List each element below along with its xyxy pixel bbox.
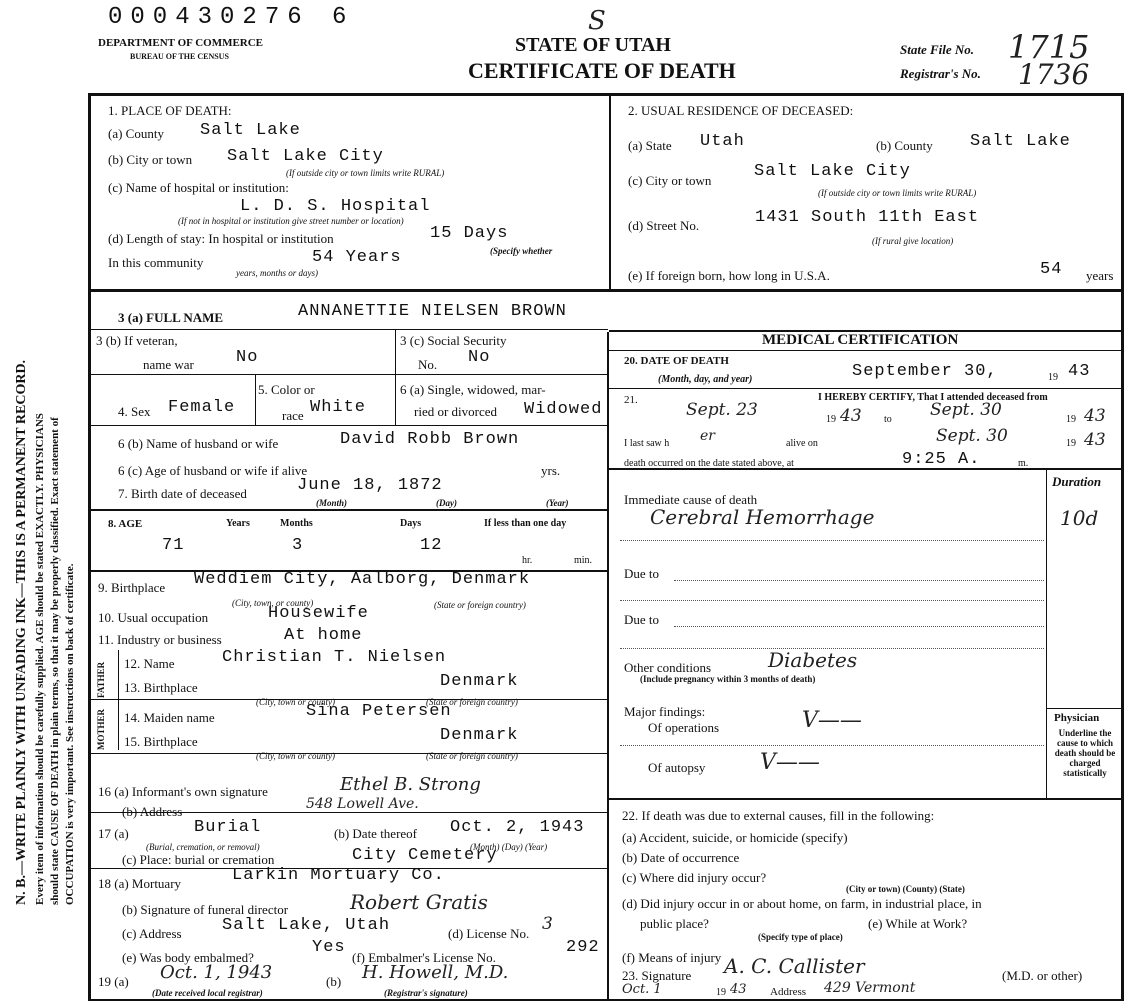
city-label: (b) City or town [108,152,193,167]
medical-heading: MEDICAL CERTIFICATION [762,332,959,348]
work-label: (e) While at Work? [868,916,968,931]
margin-instruction-3: should state CAUSE OF DEATH in plain terms, so that it may be properly classified. Exact statement of [49,417,61,905]
signature-19: 19 [716,987,726,998]
spouse-label: 6 (b) Name of husband or wife [118,436,279,451]
physician-heading: Physician [1054,712,1100,724]
received-date: Oct. 1, 1943 [160,962,273,983]
day-note: (Day) [436,498,457,508]
ss-value: No [468,348,491,367]
street-note: (If rural give location) [872,236,954,246]
mother-side-label: MOTHER [96,708,106,750]
age-years: 71 [162,536,185,555]
embalmed: Yes [312,938,346,957]
county-label: (a) County [108,126,164,141]
mother-birthplace: Denmark [440,726,519,745]
means-label: (f) Means of injury [622,950,722,965]
mortuary: Larkin Mortuary Co. [232,866,445,885]
age-label: 8. AGE [108,518,143,530]
city-note: (If outside city or town limits write RURAL) [286,168,445,178]
death-occurred-label: death occurred on the date stated above, at [624,458,794,469]
registrar-number: 1736 [1018,58,1090,91]
father-city-note: (City, town or county) [256,697,335,707]
residence-city-label: (c) City or town [628,173,712,188]
foreign-years: 54 [1040,260,1063,279]
war-value: No [236,348,259,367]
age-months: 3 [292,536,304,555]
death-year: 43 [1068,362,1091,381]
father-state-note: (State or foreign country) [426,697,518,707]
autopsy-label: Of autopsy [648,760,706,775]
street-label: (d) Street No. [628,218,700,233]
mother-city-note: (City, town or county) [256,751,335,761]
age-days: 12 [420,536,443,555]
margin-instruction-1: N. B.—WRITE PLAINLY WITH UNFADING INK—THIS IS A PERMANENT RECORD. [14,359,29,905]
birthplace: Weddiem City, Aalborg, Denmark [194,570,531,589]
residence-heading: 2. USUAL RESIDENCE OF DECEASED: [628,103,854,118]
full-name: ANNANETTIE NIELSEN BROWN [298,302,567,321]
informant-label: 16 (a) Informant's own signature [98,784,268,799]
attended-to-19: 19 [1066,414,1076,425]
street-address: 1431 South 11th East [755,208,980,227]
years-note: years, months or days) [236,268,318,278]
spouse-age-label: 6 (c) Age of husband or wife if alive [118,463,308,478]
disposal: Burial [194,818,262,837]
hospital-label: (c) Name of hospital or institution: [108,180,289,195]
signature-year: 43 [730,982,747,997]
death-date-label: 20. DATE OF DEATH [624,355,729,367]
veteran-label: 3 (b) If veteran, [96,333,178,348]
due-to-1: Due to [624,566,660,581]
informant-address-label: (b) Address [122,804,183,819]
attended-from: Sept. 23 [686,400,758,420]
sex-label: 4. Sex [118,404,151,419]
director-signature: Robert Gratis [350,890,488,914]
years-word: years [1086,268,1114,283]
operations-mark: V—— [802,708,862,733]
yrs-label: yrs. [541,463,561,478]
accident-label: (a) Accident, suicide, or homicide (specify) [622,830,848,845]
where-note: (City or town) (County) (State) [846,884,965,894]
age-months-label: Months [280,518,313,529]
foreign-label: (e) If foreign born, how long in U.S.A. [628,268,830,283]
mortuary-label: 18 (a) Mortuary [98,876,182,891]
license-label: (d) License No. [448,926,530,941]
residence-state: Utah [700,132,745,151]
birthplace-label: 9. Birthplace [98,580,166,595]
spouse-name: David Robb Brown [340,430,520,449]
occupation: Housewife [268,604,369,623]
death-date-note: (Month, day, and year) [658,374,753,385]
residence-city-note: (If outside city or town limits write RURAL) [818,188,977,198]
physician-signature: A. C. Callister [724,954,865,978]
last-saw-year: 43 [1084,430,1106,450]
father-name: Christian T. Nielsen [222,648,447,667]
stay-length: 15 Days [430,224,509,243]
attended-to: Sept. 30 [930,400,1002,420]
director-label: (b) Signature of funeral director [122,902,289,917]
disposal-note: (Burial, cremation, or removal) [146,842,260,852]
stay-label: (d) Length of stay: In hospital or institution [108,231,334,246]
month-note: (Month) [316,498,348,508]
signature-label: 23. Signature [622,968,692,983]
min-label: min. [574,555,593,566]
occupation-label: 10. Usual occupation [98,610,209,625]
birth-label: 7. Birth date of deceased [118,486,247,501]
informant-signature: Ethel B. Strong [340,774,481,795]
mortuary-address-label: (c) Address [122,926,182,941]
bp-state-note: (State or foreign country) [434,600,526,610]
signature-date: Oct. 1 [622,982,662,997]
registrar-sig-label: (b) [326,974,342,989]
death-date: September 30, [852,362,998,381]
mortuary-address: Salt Lake, Utah [222,916,391,935]
last-saw-19: 19 [1066,438,1076,449]
attended-to-year: 43 [1084,406,1106,426]
year-note: (Year) [546,498,569,508]
last-saw-label: I last saw h [624,438,670,449]
embalmer-license-label: (f) Embalmer's License No. [352,950,496,965]
attended-from-year: 43 [840,406,862,426]
burial-place: City Cemetery [352,846,498,865]
bureau: BUREAU OF THE CENSUS [130,52,229,61]
immediate-cause-label: Immediate cause of death [624,492,758,507]
embalmed-label: (e) Was body embalmed? [122,950,254,965]
stamp-letter: S [588,6,606,36]
registrar-signature: H. Howell, M.D. [362,962,509,983]
external-label: 22. If death was due to external causes, fill in the following: [622,808,935,823]
residence-county: Salt Lake [970,132,1071,151]
death-city: Salt Lake City [227,147,384,166]
immediate-cause: Cerebral Hemorrhage [650,505,875,529]
last-saw-her: er [700,428,715,444]
age-years-label: Years [226,518,250,529]
mother-name-label: 14. Maiden name [124,710,215,725]
race-value: White [310,398,367,417]
other-conditions: Diabetes [768,648,858,672]
marital-label: 6 (a) Single, widowed, mar- [400,382,546,397]
other-conditions-label: Other conditions [624,660,712,675]
license-number: 3 [542,914,553,934]
mother-bp-label: 15. Birthplace [124,734,198,749]
war-label: name war [143,357,194,372]
occurrence-label: (b) Date of occurrence [622,850,740,865]
place-type-note: (Specify type of place) [758,932,843,942]
to-label: to [884,414,892,425]
public-label: public place? [640,916,709,931]
hospital-note: (If not in hospital or institution give street number or location) [178,216,404,226]
operations-label: Of operations [648,720,720,735]
lessday-label: If less than one day [484,518,567,529]
disposal-date: Oct. 2, 1943 [450,818,585,837]
death-time-m: m. [1018,458,1029,469]
due-to-2: Due to [624,612,660,627]
race-label: race [282,408,304,423]
department: DEPARTMENT OF COMMERCE [98,37,264,49]
ss-no-label: No. [418,357,438,372]
last-saw-date: Sept. 30 [936,426,1008,446]
father-name-label: 12. Name [124,656,175,671]
immediate-duration: 10d [1060,506,1099,530]
certificate-title: CERTIFICATE OF DEATH [468,58,736,83]
hospital-name: L. D. S. Hospital [240,197,431,216]
attended-from-19: 19 [826,414,836,425]
disposal-date-note: (Month) (Day) (Year) [470,842,548,852]
certify-text: I HEREBY CERTIFY, That I attended deceased from [818,392,1048,403]
full-name-label: 3 (a) FULL NAME [118,310,224,325]
mother-name: Sina Petersen [306,702,452,721]
item-21: 21. [624,394,638,406]
alive-on-label: alive on [786,438,818,449]
specify-note: (Specify whether [490,246,553,256]
birth-date: June 18, 1872 [297,476,443,495]
registrar-sig-note: (Registrar's signature) [384,988,468,998]
community-length: 54 Years [312,248,402,267]
disposal-label: 17 (a) [98,826,129,841]
where-label: (c) Where did injury occur? [622,870,767,885]
physician-address-label: Address [770,986,807,998]
received-note: (Date received local registrar) [152,988,263,998]
age-days-label: Days [400,518,422,529]
physician-address: 429 Vermont [824,980,916,996]
community-label: In this community [108,255,204,270]
disposal-date-label: (b) Date thereof [334,826,418,841]
embalmer-license: 292 [566,938,600,957]
sex-value: Female [168,398,236,417]
state-file-number: 1715 [1008,28,1090,66]
industry: At home [284,626,363,645]
death-year-prefix: 19 [1048,372,1058,383]
received-label: 19 (a) [98,974,129,989]
burial-place-label: (c) Place: burial or cremation [122,852,275,867]
hr-label: hr. [522,555,533,566]
home-label: (d) Did injury occur in or about home, on farm, in industrial place, in [622,896,982,911]
registrar-label: Registrar's No. [900,66,981,81]
father-birthplace: Denmark [440,672,519,691]
informant-address: 548 Lowell Ave. [306,796,419,812]
autopsy-mark: V—— [760,750,820,775]
residence-city: Salt Lake City [754,162,911,181]
state-title: STATE OF UTAH [515,34,671,56]
marital-label-2: ried or divorced [414,404,498,419]
place-of-death-heading: 1. PLACE OF DEATH: [108,103,232,118]
duration-heading: Duration [1052,474,1102,489]
father-bp-label: 13. Birthplace [124,680,198,695]
bp-city-note: (City, town, or county) [232,598,314,608]
underline-note: Underline the cause to which death should be charged statistically [1054,728,1116,778]
margin-instruction-4: OCCUPATION is very important. See instructions on back of certificate. [64,563,76,905]
margin-instruction-2: Every item of information should be carefully supplied. AGE should be stated EXACTLY. PHYSICIANS [34,413,46,905]
color-label: 5. Color or [258,382,315,397]
state-file-label: State File No. [900,42,975,57]
residence-county-label: (b) County [876,138,933,153]
other-note: (Include pregnancy within 3 months of death) [640,674,816,684]
residence-state-label: (a) State [628,138,672,153]
md-note: (M.D. or other) [1002,968,1083,983]
father-side-label: FATHER [96,661,106,698]
mother-state-note: (State or foreign country) [426,751,518,761]
death-county: Salt Lake [200,121,301,140]
serial-number: 000430276 6 [108,4,355,31]
marital-status: Widowed [524,400,603,419]
major-findings-label: Major findings: [624,704,706,719]
death-time: 9:25 A. [902,450,981,469]
industry-label: 11. Industry or business [98,632,222,647]
ss-label: 3 (c) Social Security [400,333,507,348]
